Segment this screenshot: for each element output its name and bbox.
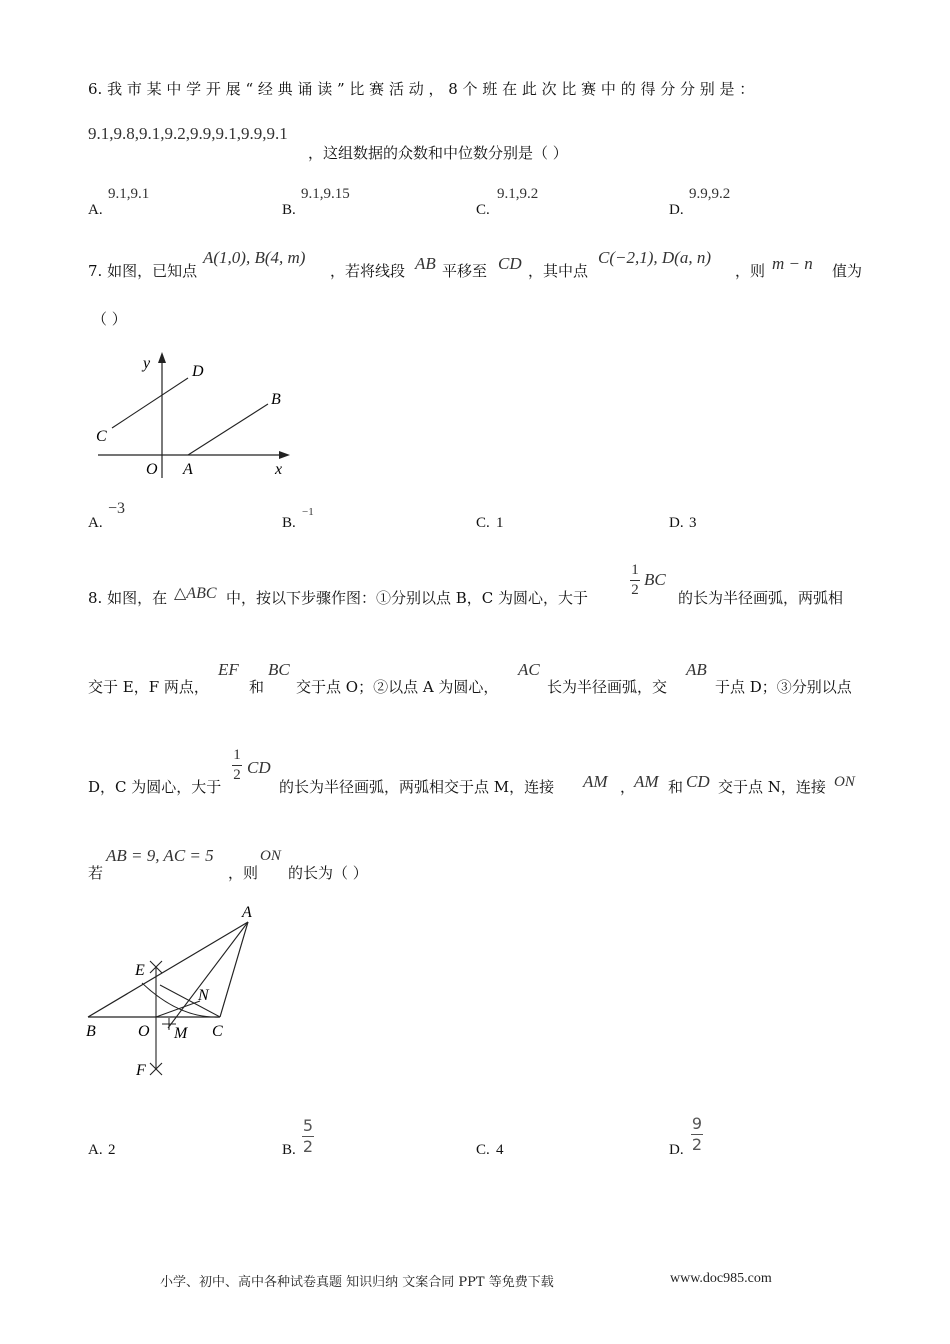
q7-expression: m − n xyxy=(772,254,813,273)
q7-text-3: 平移至 xyxy=(442,262,488,280)
q8-label-c: C xyxy=(212,1023,223,1040)
q8-option-d-num: 9 xyxy=(691,1114,703,1133)
q7-option-a-letter: A. xyxy=(88,515,103,531)
q8-text-l3d: 和 xyxy=(668,778,684,796)
q7-text-5: ，则 xyxy=(735,262,766,280)
q8-text-l2b: 和 xyxy=(249,678,265,696)
q8-option-d-den: 2 xyxy=(691,1135,703,1154)
q8-ef: EF xyxy=(218,660,239,679)
q8-fraction-half-1-num: 1 xyxy=(631,562,639,578)
q8-text-l4a: 若 xyxy=(88,864,104,882)
q8-label-f: F xyxy=(136,1062,146,1079)
q6-option-a-letter: A. xyxy=(88,202,103,218)
q6-option-d-letter: D. xyxy=(669,202,684,218)
q7-option-d-value: 3 xyxy=(689,515,697,531)
q8-text-l2e: 于点 D；③分别以点 xyxy=(715,678,852,696)
q7-points-ab: A(1,0), B(4, m) xyxy=(203,248,306,267)
q8-option-d-letter: D. xyxy=(669,1142,684,1158)
q8-bc-1: BC xyxy=(644,570,666,589)
q8-construction-figure xyxy=(80,895,280,1085)
footer-text: 小学、初中、高中各种试卷真题 知识归纳 文案合同 PPT 等免费下载 xyxy=(160,1275,554,1290)
q8-option-b-num: 5 xyxy=(302,1116,314,1135)
q6-option-b-letter: B. xyxy=(282,202,296,218)
q8-text-l2a: 交于 E，F 两点， xyxy=(88,678,209,696)
q7-label-y: y xyxy=(143,355,151,372)
q8-text-l3a: D，C 为圆心，大于 xyxy=(88,778,222,796)
q8-condition: AB = 9, AC = 5 xyxy=(106,846,214,865)
q7-option-a-value: −3 xyxy=(108,500,126,517)
q8-am-1: AM xyxy=(583,772,608,791)
q8-fraction-half-1-den: 2 xyxy=(631,582,639,598)
q7-answer-paren: （ ） xyxy=(92,310,127,328)
q8-label-o: O xyxy=(138,1023,150,1040)
q6-option-b-value: 9.1,9.15 xyxy=(301,186,350,202)
q8-label-e: E xyxy=(135,962,145,979)
q7-option-b-letter: B. xyxy=(282,515,296,531)
q7-option-b-value: −1 xyxy=(302,506,314,518)
q8-option-d-fraction xyxy=(691,1116,703,1153)
q7-points-cd: C(−2,1), D(a, n) xyxy=(598,248,711,267)
q6-option-a-value: 9.1,9.1 xyxy=(108,186,150,202)
q6-option-c-letter: C. xyxy=(476,202,490,218)
q8-fraction-half-2-num: 1 xyxy=(233,747,241,763)
q8-ab: AB xyxy=(686,660,707,679)
q8-cd-2: CD xyxy=(686,772,710,791)
q7-label-c: C xyxy=(96,428,107,445)
q7-label-o: O xyxy=(146,461,158,478)
q8-on-1: ON xyxy=(834,774,855,790)
q7-text-2: ，若将线段 xyxy=(330,262,406,280)
q8-text-l3c: ， xyxy=(620,778,636,796)
q8-label-m: M xyxy=(174,1025,188,1042)
q7-segment-ab: AB xyxy=(415,254,436,273)
q8-text-l1c: 的长为半径画弧，两弧相 xyxy=(678,589,844,607)
q8-option-b-fraction xyxy=(302,1118,314,1155)
q8-fraction-half-1 xyxy=(630,563,640,598)
footer-url[interactable]: www.doc985.com xyxy=(670,1271,772,1286)
q8-label-n: N xyxy=(198,987,209,1004)
q8-option-b-letter: B. xyxy=(282,1142,296,1158)
q7-option-c-value: 1 xyxy=(496,515,504,531)
q7-label-b: B xyxy=(271,391,281,408)
q7-text-4: ，其中点 xyxy=(528,262,589,280)
q8-text-l4c: 的长为（ ） xyxy=(288,864,368,882)
q7-coordinate-figure xyxy=(85,340,300,480)
q7-segment-cd: CD xyxy=(498,254,522,273)
q8-text-l3b: 的长为半径画弧，两弧相交于点 M，连接 xyxy=(279,778,555,796)
q8-am-2: AM xyxy=(634,772,659,791)
q6-stem-line2: ，这组数据的众数和中位数分别是（ ） xyxy=(308,144,568,162)
q8-cd-1: CD xyxy=(247,758,271,777)
q8-ac: AC xyxy=(518,660,540,679)
q8-label-b: B xyxy=(86,1023,96,1040)
q6-data-sequence: 9.1,9.8,9.1,9.2,9.9,9.1,9.9,9.1 xyxy=(88,124,288,143)
q8-text-l4b: ，则 xyxy=(228,864,259,882)
q8-fraction-half-2-den: 2 xyxy=(233,767,241,783)
q8-triangle-abc: △ABC xyxy=(174,585,217,602)
q8-option-b-den: 2 xyxy=(302,1137,314,1156)
q7-option-d-letter: D. xyxy=(669,515,684,531)
q6-option-d-value: 9.9,9.2 xyxy=(689,186,731,202)
q6-stem-line1: 6. 我 市 某 中 学 开 展 “ 经 典 诵 读 ” 比 赛 活 动 ， 8 个 班 在 此 次 比 赛 中 的 得 分 分 别 是 ： xyxy=(88,80,755,98)
q8-text-l2d: 长为半径画弧，交 xyxy=(547,678,668,696)
q8-option-a-letter: A. xyxy=(88,1142,103,1158)
q8-on-2: ON xyxy=(260,848,281,864)
q8-label-a: A xyxy=(242,904,252,921)
q8-option-c-value: 4 xyxy=(496,1142,504,1158)
q7-text-6: 值为 xyxy=(832,262,863,280)
q8-text-l3e: 交于点 N，连接 xyxy=(718,778,826,796)
q8-bc-2: BC xyxy=(268,660,290,679)
q8-option-a-value: 2 xyxy=(108,1142,116,1158)
q8-text-l1a: 8. 如图，在 xyxy=(88,589,168,607)
q7-label-d: D xyxy=(192,363,204,380)
q8-text-l1b: 中，按以下步骤作图：①分别以点 B，C 为圆心，大于 xyxy=(226,589,589,607)
q7-label-a: A xyxy=(183,461,193,478)
q7-option-c-letter: C. xyxy=(476,515,490,531)
q8-text-l2c: 交于点 O；②以点 A 为圆心， xyxy=(296,678,499,696)
q6-option-c-value: 9.1,9.2 xyxy=(497,186,539,202)
q7-label-x: x xyxy=(275,461,283,478)
q8-option-c-letter: C. xyxy=(476,1142,490,1158)
q8-fraction-half-2 xyxy=(232,748,242,783)
q7-text-1: 7. 如图，已知点 xyxy=(88,262,198,280)
